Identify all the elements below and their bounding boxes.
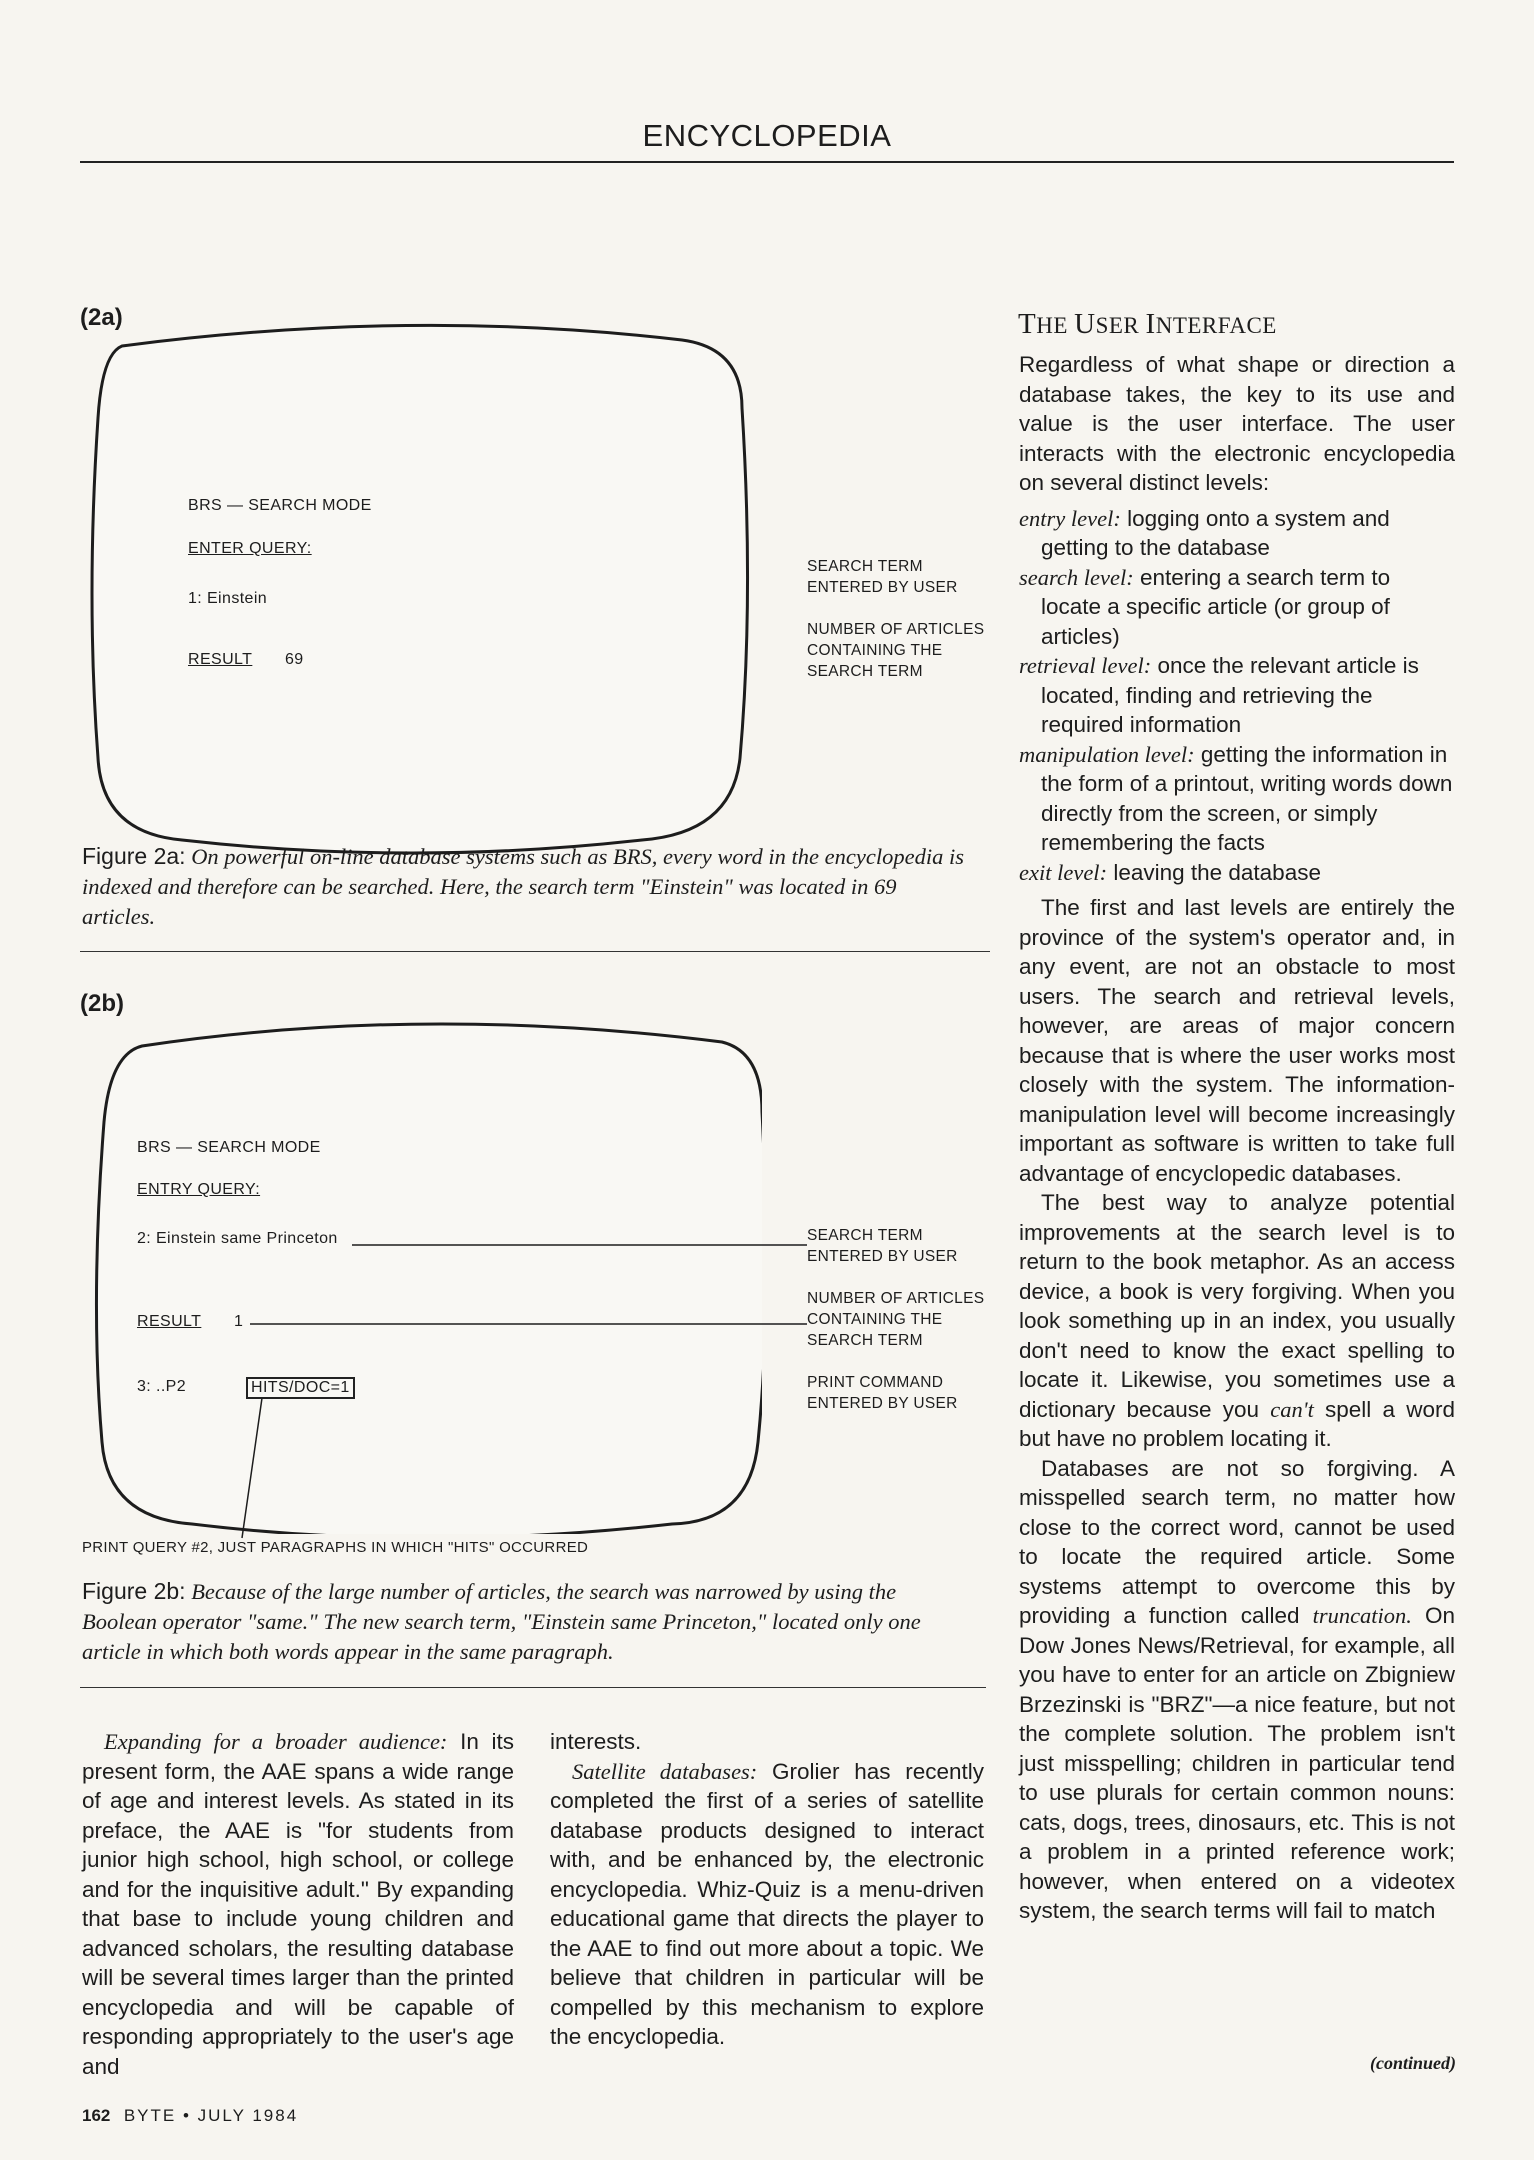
column-3-paragraph: The first and last levels are entirely the province of the system's operator and, in any event, are not an obstacle to most users. The search and retrieval levels, however, are areas of major concern because that is where the user works most closely with the system. The information-manipulation level will become increasingly important as software is written to take full advantage of encyclopedic databases. [1019, 895, 1455, 1186]
figure-2b-caption [82, 1576, 972, 1667]
column-2 [550, 1727, 984, 2052]
caption-text: On powerful on-line database systems such as BRS, every word in the encyclopedia is indexed and therefore can be searched. Here, the search term "Einstein" was located in 69 articles. [82, 844, 964, 929]
caption-fig-label: Figure 2a: [82, 843, 186, 869]
level-item: retrieval level: once the relevant article is located, finding and retrieving the required information [1019, 653, 1419, 737]
screen-result-value: 69 [285, 651, 304, 668]
screen-mode-line: BRS — SEARCH MODE [137, 1139, 321, 1156]
callout-search-term: SEARCH TERM ENTERED BY USER [807, 558, 958, 596]
running-header: ENCYCLOPEDIA [642, 118, 892, 153]
levels-list [1019, 504, 1455, 888]
column-3 [1019, 350, 1455, 1926]
screen-query: 2: Einstein same Princeton [137, 1230, 338, 1247]
screen-mode-line: BRS — SEARCH MODE [188, 497, 372, 514]
caption-fig-label: Figure 2b: [82, 1578, 186, 1604]
callout-print-command: PRINT COMMAND ENTERED BY USER [807, 1374, 958, 1412]
column-3-paragraph: The best way to analyze potential improvements at the search level is to return to the book metaphor. As an access device, a book is very forgiving. When you look something up in an index, you usually don't need to know the exact spelling to locate it. Likewise, you sometimes use a dictionary because you can't spell a word but have no problem locating it. [1019, 1190, 1455, 1451]
screen-query: 1: Einstein [188, 590, 268, 607]
screen-result-value: 1 [234, 1313, 244, 1330]
page-number: 162 [82, 2106, 111, 2125]
screen-print-line: 3: ..P2 [137, 1378, 187, 1395]
caption-text: Because of the large number of articles, the search was narrowed by using the Boolean operator "same." The new search term, "Einstein same Princeton," located only one article in which both words appear in the same paragraph. [82, 1579, 921, 1664]
caption-rule [80, 1687, 986, 1688]
screen-result-label: RESULT [137, 1313, 202, 1330]
column-3-intro: Regardless of what shape or direction a database takes, the key to its use and value is the user interface. The user interacts with the electronic encyclopedia on several distinct levels: [1019, 352, 1455, 495]
level-item: manipulation level: getting the information in the form of a printout, writing words down directly from the screen, or simply remembering the facts [1019, 741, 1453, 855]
column-1-lead: Expanding for a broader audience: [104, 1729, 448, 1754]
screen-query-label: ENTRY QUERY: [137, 1181, 261, 1198]
section-heading: THE USER INTERFACE [1018, 308, 1277, 340]
continued-note: (continued) [1369, 2053, 1456, 2073]
level-item: exit level: leaving the database [1019, 859, 1321, 885]
page-footer [82, 2106, 298, 2126]
column-2-carry: interests. [550, 1729, 642, 1754]
level-item: entry level: logging onto a system and getting to the database [1019, 505, 1390, 560]
figure-2a-label: (2a) [80, 304, 123, 331]
print-query-note: PRINT QUERY #2, JUST PARAGRAPHS IN WHICH "HITS" OCCURRED [82, 1539, 589, 1556]
callout-number-of-articles: NUMBER OF ARTICLES CONTAINING THE SEARCH TERM [807, 1290, 985, 1349]
level-item: search level: entering a search term to locate a specific article (or group of articles) [1019, 564, 1391, 649]
figure-2b-label: (2b) [80, 990, 124, 1017]
callout-search-term: SEARCH TERM ENTERED BY USER [807, 1227, 958, 1265]
column-1 [82, 1727, 514, 2081]
column-3-paragraph: Databases are not so forgiving. A misspelled search term, no matter how close to the correct word, cannot be used to locate the required article. Some systems attempt to overcome this by providing a function called truncation. On Dow Jones News/Retrieval, for example, all you have to enter for an article on Zbigniew Brzezinski is "BRZ"—a nice feature, but not the complete solution. The problem isn't just misspelling; children in particular tend to use plurals for certain common nouns: cats, dogs, trees, dinosaurs, etc. This is not a problem in a printed reference work; however, when entered on a videotex system, the search terms will fail to match [1019, 1455, 1455, 1923]
hits-doc-box: HITS/DOC=1 [246, 1377, 355, 1399]
screen-query-label: ENTER QUERY: [188, 540, 312, 557]
column-2-text: Grolier has recently completed the first of a series of satellite database products designed to interact with, and be enhanced by, the electronic encyclopedia. Whiz-Quiz is a menu-driven educational game that directs the player to the AAE to find out more about a topic. We believe that children in particular will be compelled by this mechanism to explore the encyclopedia. [550, 1758, 984, 2049]
screen-result-label: RESULT [188, 651, 253, 668]
magazine-issue: BYTE • JULY 1984 [123, 2106, 299, 2125]
column-2-lead: Satellite databases: [572, 1758, 758, 1784]
callout-number-of-articles: NUMBER OF ARTICLES CONTAINING THE SEARCH TERM [807, 621, 985, 680]
column-1-text: In its present form, the AAE spans a wide range of age and interest levels. As stated in its preface, the AAE is "for students from junior high school, high school, or college and for the inquisitive adult." By expanding that base to include young children and advanced scholars, the resulting database will be several times larger than the printed encyclopedia and will be capable of responding appropriately to the user's age and [82, 1729, 514, 2079]
